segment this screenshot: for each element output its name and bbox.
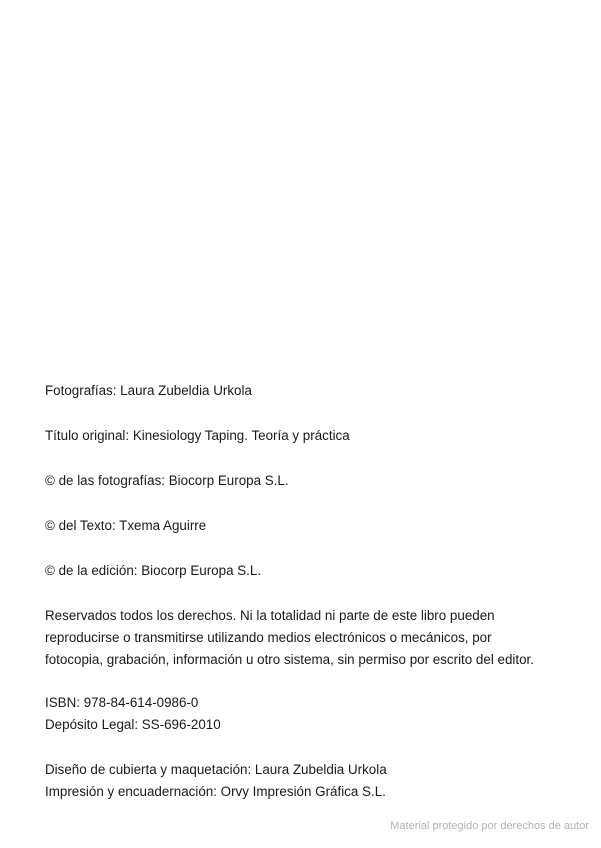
production-block xyxy=(45,759,575,803)
photos-copyright: © de las fotografías: Biocorp Europa S.L. xyxy=(45,473,289,488)
text-copyright: © del Texto: Txema Aguirre xyxy=(45,518,207,533)
isbn: ISBN: 978-84-614-0986-0 xyxy=(45,695,199,710)
isbn-block xyxy=(45,692,575,736)
printing-credit: Impresión y encuadernación: Orvy Impresión Gráfica S.L. xyxy=(45,784,386,799)
rights-line: fotocopia, grabación, información u otro sistema, sin permiso por escrito del editor. xyxy=(45,652,534,667)
credits-block xyxy=(45,380,575,803)
photography-credit: Fotografías: Laura Zubeldia Urkola xyxy=(45,383,252,398)
edition-copyright: © de la edición: Biocorp Europa S.L. xyxy=(45,563,262,578)
legal-deposit: Depósito Legal: SS-696-2010 xyxy=(45,717,221,732)
rights-line: reproducirse o transmitirse utilizando medios electrónicos o mecánicos, por xyxy=(45,630,492,645)
rights-reserved-notice xyxy=(45,605,575,671)
design-credit: Diseño de cubierta y maquetación: Laura Zubeldia Urkola xyxy=(45,762,387,777)
original-title: Título original: Kinesiology Taping. Teoría y práctica xyxy=(45,428,350,443)
rights-line: Reservados todos los derechos. Ni la totalidad ni parte de este libro pueden xyxy=(45,608,495,623)
copyright-watermark: Material protegido por derechos de autor xyxy=(390,820,589,832)
